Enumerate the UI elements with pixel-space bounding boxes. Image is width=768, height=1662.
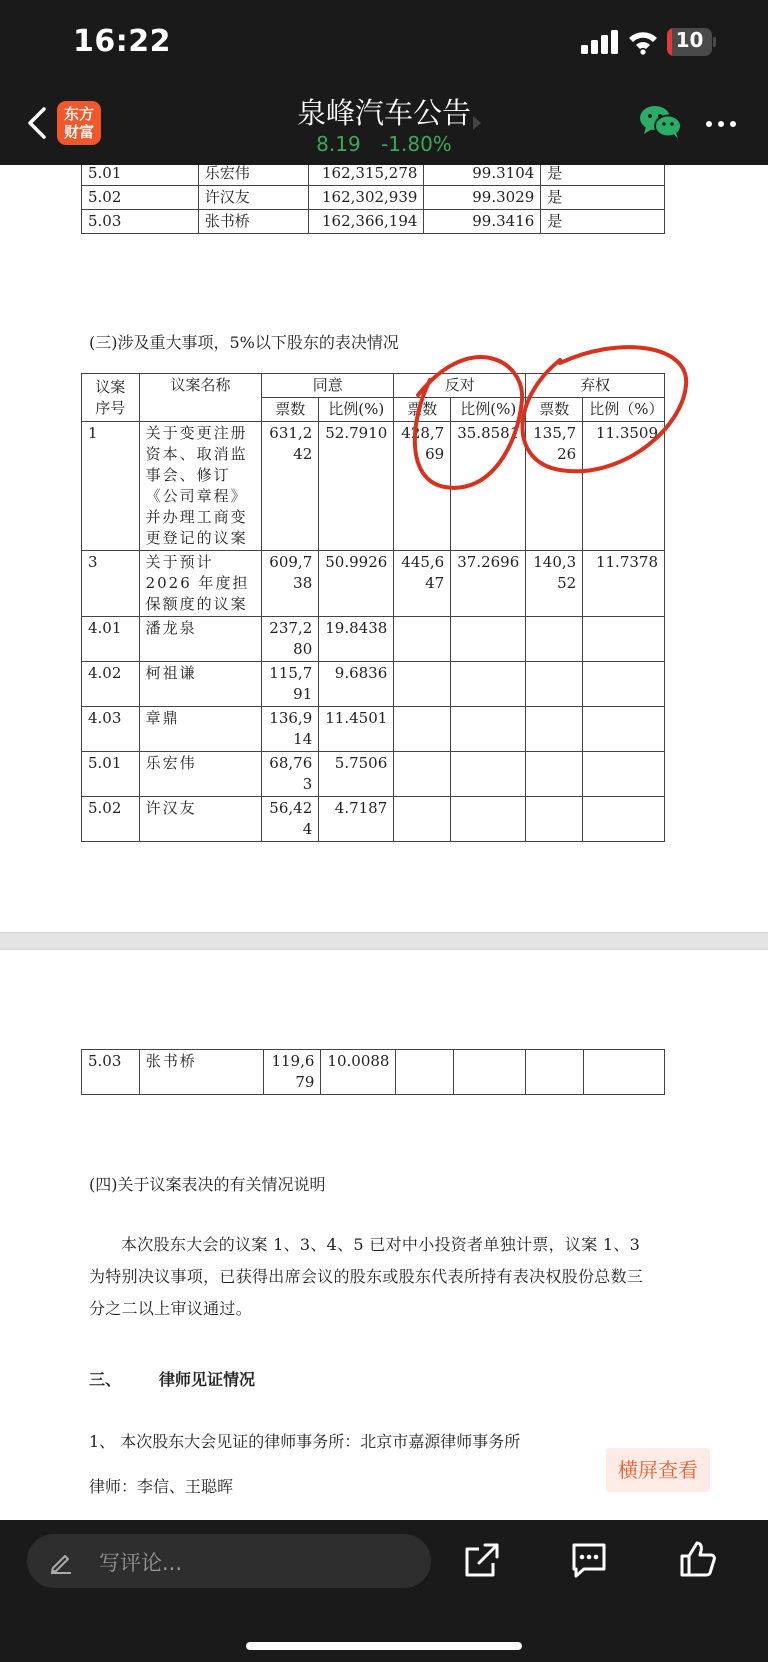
abstain-votes (526, 797, 583, 842)
app-logo-line1: 东方 (63, 105, 94, 123)
agree-pct: 4.7187 (319, 797, 394, 842)
vote-pct: 99.3416 (424, 210, 541, 234)
lawyer-section-title (89, 1364, 255, 1396)
row-id: 5.03 (82, 210, 199, 234)
status-time: 16:22 (73, 24, 171, 59)
passed-flag: 是 (541, 186, 665, 210)
header-oppose-ratio: 比例(%) (451, 398, 526, 422)
minority-vote-table (81, 373, 665, 842)
table-row (82, 797, 665, 842)
wechat-icon[interactable] (638, 104, 684, 140)
table-row (82, 1050, 665, 1095)
header-agree: 同意 (262, 374, 394, 398)
abstain-votes (526, 752, 583, 797)
proposal-name: 乐宏伟 (139, 752, 262, 797)
abstain-pct (583, 662, 665, 707)
stock-price: 8.19 (316, 132, 361, 156)
abstain-pct (583, 707, 665, 752)
title-arrow-icon (473, 116, 481, 130)
abstain-votes: 140,352 (526, 551, 583, 617)
proposal-seq: 5.02 (82, 797, 140, 842)
oppose-votes: 428,769 (394, 422, 451, 551)
lawyer-names: 律师：李信、王聪晖 (89, 1477, 234, 1496)
abstain-votes (526, 617, 583, 662)
agree-pct: 50.9926 (319, 551, 394, 617)
proposal-seq: 5.01 (82, 752, 140, 797)
lawyer-firm: 1、 本次股东大会见证的律师事务所：北京市嘉源律师事务所 (89, 1432, 521, 1451)
document-view[interactable] (0, 165, 768, 1520)
app-logo-line2: 财富 (63, 123, 94, 141)
more-icon[interactable] (703, 112, 739, 136)
oppose-votes (396, 1050, 453, 1095)
signal-icon (581, 30, 619, 54)
vote-count: 162,302,939 (309, 186, 424, 210)
abstain-pct (583, 797, 665, 842)
abstain-pct (583, 752, 665, 797)
abstain-votes (526, 662, 583, 707)
header-oppose-votes: 票数 (394, 398, 451, 422)
minority-vote-table-continued (81, 1049, 665, 1095)
abstain-pct (583, 1050, 664, 1095)
row-id: 5.02 (82, 186, 199, 210)
candidate-name: 许汉友 (198, 186, 309, 210)
pen-icon (49, 1550, 75, 1574)
bottom-bar (0, 1520, 768, 1662)
proposal-name: 柯祖谦 (139, 662, 262, 707)
battery-level: 10 (675, 28, 704, 52)
top-bar (0, 0, 768, 165)
oppose-pct (453, 1050, 525, 1095)
oppose-pct: 35.8581 (451, 422, 526, 551)
comment-placeholder: 写评论... (99, 1551, 183, 1575)
proposal-seq: 1 (82, 422, 140, 551)
agree-pct: 11.4501 (319, 707, 394, 752)
abstain-votes: 135,726 (526, 422, 583, 551)
landscape-view-button[interactable]: 横屏查看 (606, 1448, 710, 1492)
row-id: 5.01 (82, 165, 199, 186)
home-indicator (246, 1642, 522, 1650)
agree-votes: 119,679 (263, 1050, 321, 1095)
oppose-votes (394, 752, 451, 797)
table-row (82, 707, 665, 752)
agree-votes: 56,424 (262, 797, 319, 842)
lawyer-section-label: 律师见证情况 (159, 1370, 256, 1389)
header-name: 议案名称 (139, 374, 262, 422)
table-row (82, 165, 665, 186)
oppose-pct (451, 662, 526, 707)
proposal-name: 潘龙泉 (139, 617, 262, 662)
agree-pct: 5.7506 (319, 752, 394, 797)
vote-pct: 99.3029 (424, 186, 541, 210)
abstain-pct (583, 617, 665, 662)
proposal-name: 许汉友 (139, 797, 262, 842)
candidate-name: 乐宏伟 (198, 165, 309, 186)
comment-input[interactable] (27, 1534, 431, 1588)
oppose-pct: 37.2696 (451, 551, 526, 617)
agree-pct: 52.7910 (319, 422, 394, 551)
agree-votes: 68,763 (262, 752, 319, 797)
table-row (82, 662, 665, 707)
stock-change: -1.80% (381, 132, 452, 156)
page-title: 泉峰汽车公告 (296, 96, 471, 130)
abstain-votes (526, 1050, 583, 1095)
battery-icon (667, 28, 715, 56)
abstain-votes (526, 707, 583, 752)
passed-flag: 是 (541, 165, 665, 186)
agree-pct: 9.6836 (319, 662, 394, 707)
vote-count: 162,366,194 (309, 210, 424, 234)
header-seq: 议案序号 (82, 374, 140, 422)
table-row (82, 422, 665, 551)
proposal-seq: 4.03 (82, 707, 140, 752)
section3-title: (三)涉及重大事项，5%以下股东的表决情况 (89, 333, 399, 352)
message-icon[interactable] (570, 1541, 608, 1579)
page-separator (0, 932, 768, 950)
oppose-pct (451, 707, 526, 752)
table-row (82, 551, 665, 617)
proposal-seq: 4.02 (82, 662, 140, 707)
section4-body: 本次股东大会的议案 1、3、4、5 已对中小投资者单独计票，议案 1、3 为特别决议事项，已获得出席会议的股东或股东代表所持有表决权股份总数三分之二以上审议通过。 (89, 1235, 644, 1318)
oppose-votes: 445,647 (394, 551, 451, 617)
oppose-votes (394, 617, 451, 662)
share-icon[interactable] (463, 1541, 501, 1579)
oppose-pct (451, 797, 526, 842)
proposal-seq: 3 (82, 551, 140, 617)
vote-pct: 99.3104 (424, 165, 541, 186)
proposal-name: 关于变更注册资本、取消监事会、修订《公司章程》并办理工商变更登记的议案 (139, 422, 262, 551)
oppose-pct (451, 752, 526, 797)
table-row (82, 186, 665, 210)
proposal-name: 章鼎 (139, 707, 262, 752)
candidate-vote-table (81, 165, 665, 234)
passed-flag: 是 (541, 210, 665, 234)
header-agree-ratio: 比例(%) (319, 398, 394, 422)
wifi-icon (627, 29, 659, 55)
table-row (82, 617, 665, 662)
proposal-name: 关于预计 2026 年度担保额度的议案 (139, 551, 262, 617)
header-abstain: 弃权 (526, 374, 665, 398)
agree-votes: 609,738 (262, 551, 319, 617)
header-oppose: 反对 (394, 374, 526, 398)
vote-count: 162,315,278 (309, 165, 424, 186)
agree-votes: 136,914 (262, 707, 319, 752)
agree-votes: 115,791 (262, 662, 319, 707)
agree-pct: 19.8438 (319, 617, 394, 662)
section4-title: (四)关于议案表决的有关情况说明 (89, 1175, 326, 1194)
abstain-pct: 11.3509 (583, 422, 665, 551)
table-row (82, 752, 665, 797)
table-row (82, 210, 665, 234)
agree-votes: 237,280 (262, 617, 319, 662)
oppose-votes (394, 662, 451, 707)
oppose-pct (451, 617, 526, 662)
header-agree-votes: 票数 (262, 398, 319, 422)
agree-votes: 631,242 (262, 422, 319, 551)
abstain-pct: 11.7378 (583, 551, 665, 617)
like-icon[interactable] (678, 1539, 718, 1579)
candidate-name: 张书桥 (198, 210, 309, 234)
header-abstain-ratio: 比例（%） (583, 398, 665, 422)
proposal-seq: 5.03 (82, 1050, 140, 1095)
proposal-seq: 4.01 (82, 617, 140, 662)
lawyer-section-number: 三、 (89, 1370, 122, 1389)
oppose-votes (394, 707, 451, 752)
oppose-votes (394, 797, 451, 842)
header-abstain-votes: 票数 (526, 398, 583, 422)
proposal-name: 张书桥 (139, 1050, 263, 1095)
agree-pct: 10.0088 (321, 1050, 396, 1095)
